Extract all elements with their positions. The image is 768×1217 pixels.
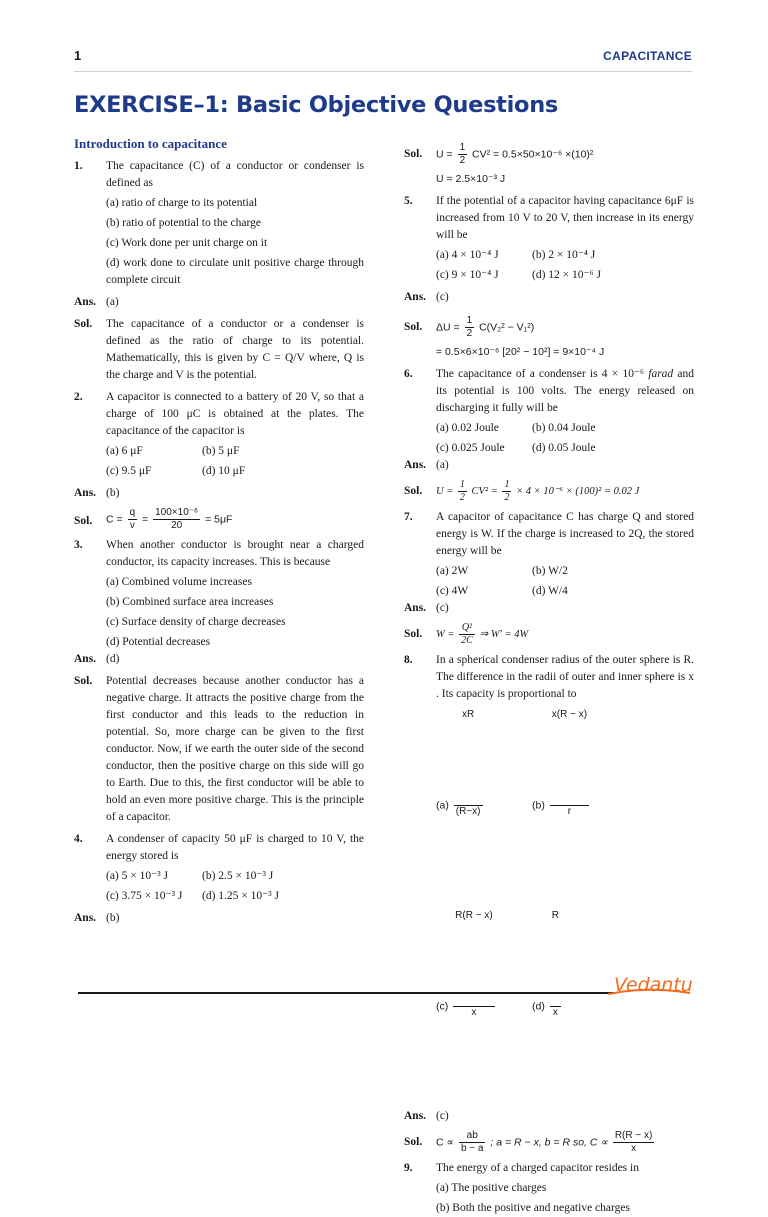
- option: (a) 4 × 10⁻⁴ J: [436, 249, 499, 261]
- answer-value: (d): [106, 653, 120, 665]
- answer-4: [74, 910, 364, 927]
- question-text: A capacitor is connected to a battery of 20 V, so that a charge of 100 μC is obtained at the plates. The capacitance of the capacitor is: [106, 391, 364, 437]
- solution-formula: U = $\frac{1}{2}$ CV² = $\frac{1}{2}$ × 4 × 10⁻⁶ × (100)² = 0.02 J: [436, 479, 640, 503]
- section-heading: Introduction to capacitance: [74, 136, 227, 151]
- question-6: [404, 366, 694, 457]
- question-text: A condenser of capacity 50 μF is charged to 10 V, the energy stored is: [106, 833, 364, 862]
- solution-5: [404, 315, 694, 361]
- answer-6: [404, 457, 694, 474]
- answer-value: (a): [436, 459, 449, 471]
- answer-value: (c): [436, 602, 449, 614]
- answer-7: [404, 600, 694, 617]
- option: (a) 0.02 Joule: [436, 422, 499, 434]
- option: (a) $\frac{xR}{(R-x)}$: [436, 709, 481, 817]
- question-2: [74, 389, 364, 480]
- option: (b) Both the positive and negative charges: [436, 1202, 630, 1214]
- option: (b) $\frac{x(R - x)}{r}$: [532, 709, 588, 817]
- answer-5: [404, 289, 694, 306]
- solution-formula: U = $\frac{1}{2}$ CV² = 0.5×50×10⁻⁶ ×(10)² U = 2.5×10⁻³ J: [436, 142, 594, 185]
- question-number: 1.: [74, 160, 83, 172]
- solution-6: [404, 479, 694, 504]
- answer-value: (c): [436, 1110, 449, 1122]
- solution-formula: C = $\frac{q}{v}$ = $\frac{\text{100×10⁻⁶}}{20}$ = 5μF: [106, 507, 233, 531]
- solution-3: [74, 673, 364, 826]
- sol-label: Sol.: [404, 1136, 423, 1148]
- option: (b) Combined surface area increases: [106, 596, 274, 608]
- option: (a) 2W: [436, 565, 469, 577]
- sol-label: Sol.: [404, 485, 423, 497]
- question-number: 9.: [404, 1162, 413, 1174]
- option: (c) 9.5 μF: [106, 465, 152, 477]
- option: (b) 2 × 10⁻⁴ J: [532, 249, 596, 261]
- question-9: [404, 1160, 694, 1217]
- option: (c) 3.75 × 10⁻³ J: [106, 890, 183, 902]
- chapter-title: CAPACITANCE: [603, 49, 692, 63]
- solution-formula: C ∝ $\frac{ab}{b - a}$ ; a = R − x, b = R so, C ∝ $\frac{R(R - x)}{x}$: [436, 1130, 653, 1154]
- option: (d) $\frac{R}{x}$: [532, 910, 559, 1018]
- solution-formula: ΔU = $\frac{1}{2}$ C(V₂² − V₁²) = 0.5×6×10⁻⁶ [20² − 10²] = 9×10⁻⁴ J: [436, 315, 605, 358]
- solution-text: Potential decreases because another conductor has a negative charge. It attracts the positive charge from the first conductor and this leads to the reduction in potential. So, more charge can be given to the first conductor. Now, if we earth the outer side of the second conductor, then the positive charge on this side will go to Earth. Due to this, the first conductor will be able to hold an even more positive charge. This is the principle of a capacitor.: [106, 675, 364, 823]
- option: (c) 9 × 10⁻⁴ J: [436, 269, 499, 281]
- option: (a) 6 μF: [106, 445, 143, 457]
- sol-label: Sol.: [404, 148, 423, 160]
- right-column: [404, 142, 694, 1217]
- question-number: 6.: [404, 368, 413, 380]
- question-number: 5.: [404, 195, 413, 207]
- left-column: [74, 132, 364, 927]
- ans-label: Ans.: [404, 459, 427, 471]
- question-text: In a spherical condenser radius of the outer sphere is R. The difference in the radii of outer and inner sphere is x . Its capacity is proportional to: [436, 654, 694, 700]
- answer-8: [404, 1108, 694, 1125]
- ans-label: Ans.: [404, 1110, 427, 1122]
- question-text: The energy of a charged capacitor resides in: [436, 1162, 639, 1174]
- solution-text: The capacitance of a conductor or a condenser is defined as the ratio of charge to its potential. Mathematically, this is given by C = Q/V where, Q is the charge and V is the potential.: [106, 318, 364, 381]
- option: (d) 0.05 Joule: [532, 442, 596, 454]
- sol-label: Sol.: [74, 675, 93, 687]
- question-number: 3.: [74, 539, 83, 551]
- option: (d) 1.25 × 10⁻³ J: [202, 890, 280, 902]
- option: (b) W/2: [532, 565, 568, 577]
- answer-3: [74, 651, 364, 668]
- question-number: 8.: [404, 654, 413, 666]
- question-4: [74, 831, 364, 905]
- question-number: 4.: [74, 833, 83, 845]
- question-text: If the potential of a capacitor having capacitance 6μF is increased from 10 V to 20 V, then increase in its energy will be: [436, 195, 694, 241]
- answer-2: [74, 485, 364, 502]
- option: (b) ratio of potential to the charge: [106, 217, 261, 229]
- solution-7: [404, 622, 694, 647]
- ans-label: Ans.: [74, 653, 97, 665]
- question-text: The capacitance of a condenser is 4 × 10⁻⁶ farad and its potential is 100 volts. The energy released on discharging it fully will be: [436, 368, 694, 414]
- ans-label: Ans.: [74, 296, 97, 308]
- solution-4: [404, 142, 694, 188]
- option: (b) 2.5 × 10⁻³ J: [202, 870, 274, 882]
- question-number: 7.: [404, 511, 413, 523]
- answer-value: (a): [106, 296, 119, 308]
- option: (c) Surface density of charge decreases: [106, 616, 286, 628]
- option: (d) 10 μF: [202, 465, 246, 477]
- option: (d) 12 × 10⁻⁶ J: [532, 269, 601, 281]
- question-text: A capacitor of capacitance C has charge Q and stored energy is W. If the charge is increased to 2Q, the stored energy will be: [436, 511, 694, 557]
- logo-swoosh-icon: [606, 988, 692, 996]
- sol-label: Sol.: [404, 321, 423, 333]
- ans-label: Ans.: [404, 291, 427, 303]
- question-text: When another conductor is brought near a charged conductor, its capacity increases. This is because: [106, 539, 364, 568]
- header-divider: [74, 71, 692, 72]
- answer-value: (b): [106, 487, 120, 499]
- solution-1: [74, 316, 364, 384]
- sol-label: Sol.: [74, 318, 93, 330]
- sol-label: Sol.: [74, 515, 93, 527]
- sol-label: Sol.: [404, 628, 423, 640]
- question-1: [74, 158, 364, 289]
- option: (c) $\frac{R(R - x)}{x}$: [436, 910, 493, 1018]
- question-5: [404, 193, 694, 284]
- option: (c) Work done per unit charge on it: [106, 237, 268, 249]
- page-title: EXERCISE–1: Basic Objective Questions: [74, 92, 559, 118]
- option: (b) 5 μF: [202, 445, 240, 457]
- solution-2: [74, 507, 364, 532]
- question-3: [74, 537, 364, 651]
- vedantu-logo: Vedantu: [614, 974, 693, 996]
- option: (d) work done to circulate unit positive charge through complete circuit: [106, 257, 364, 286]
- question-8: [404, 652, 694, 1103]
- ans-label: Ans.: [74, 487, 97, 499]
- question-7: [404, 509, 694, 600]
- footer-divider: [78, 992, 614, 994]
- option: (c) 0.025 Joule: [436, 442, 505, 454]
- answer-1: [74, 294, 364, 311]
- solution-formula: W = $\frac{\text{Q²}}{2C}$ ⇒ W′ = 4W: [436, 622, 529, 646]
- option: (a) Combined volume increases: [106, 576, 252, 588]
- ans-label: Ans.: [404, 602, 427, 614]
- option: (a) 5 × 10⁻³ J: [106, 870, 168, 882]
- answer-value: (b): [106, 912, 120, 924]
- ans-label: Ans.: [74, 912, 97, 924]
- solution-8: [404, 1130, 694, 1155]
- question-number: 2.: [74, 391, 83, 403]
- option: (a) The positive charges: [436, 1182, 547, 1194]
- option: (d) W/4: [532, 585, 568, 597]
- option: (a) ratio of charge to its potential: [106, 197, 258, 209]
- page-number: 1: [74, 48, 82, 63]
- question-text: The capacitance (C) of a conductor or condenser is defined as: [106, 160, 364, 189]
- option: (b) 0.04 Joule: [532, 422, 596, 434]
- answer-value: (c): [436, 291, 449, 303]
- option: (d) Potential decreases: [106, 636, 211, 648]
- option: (c) 4W: [436, 585, 469, 597]
